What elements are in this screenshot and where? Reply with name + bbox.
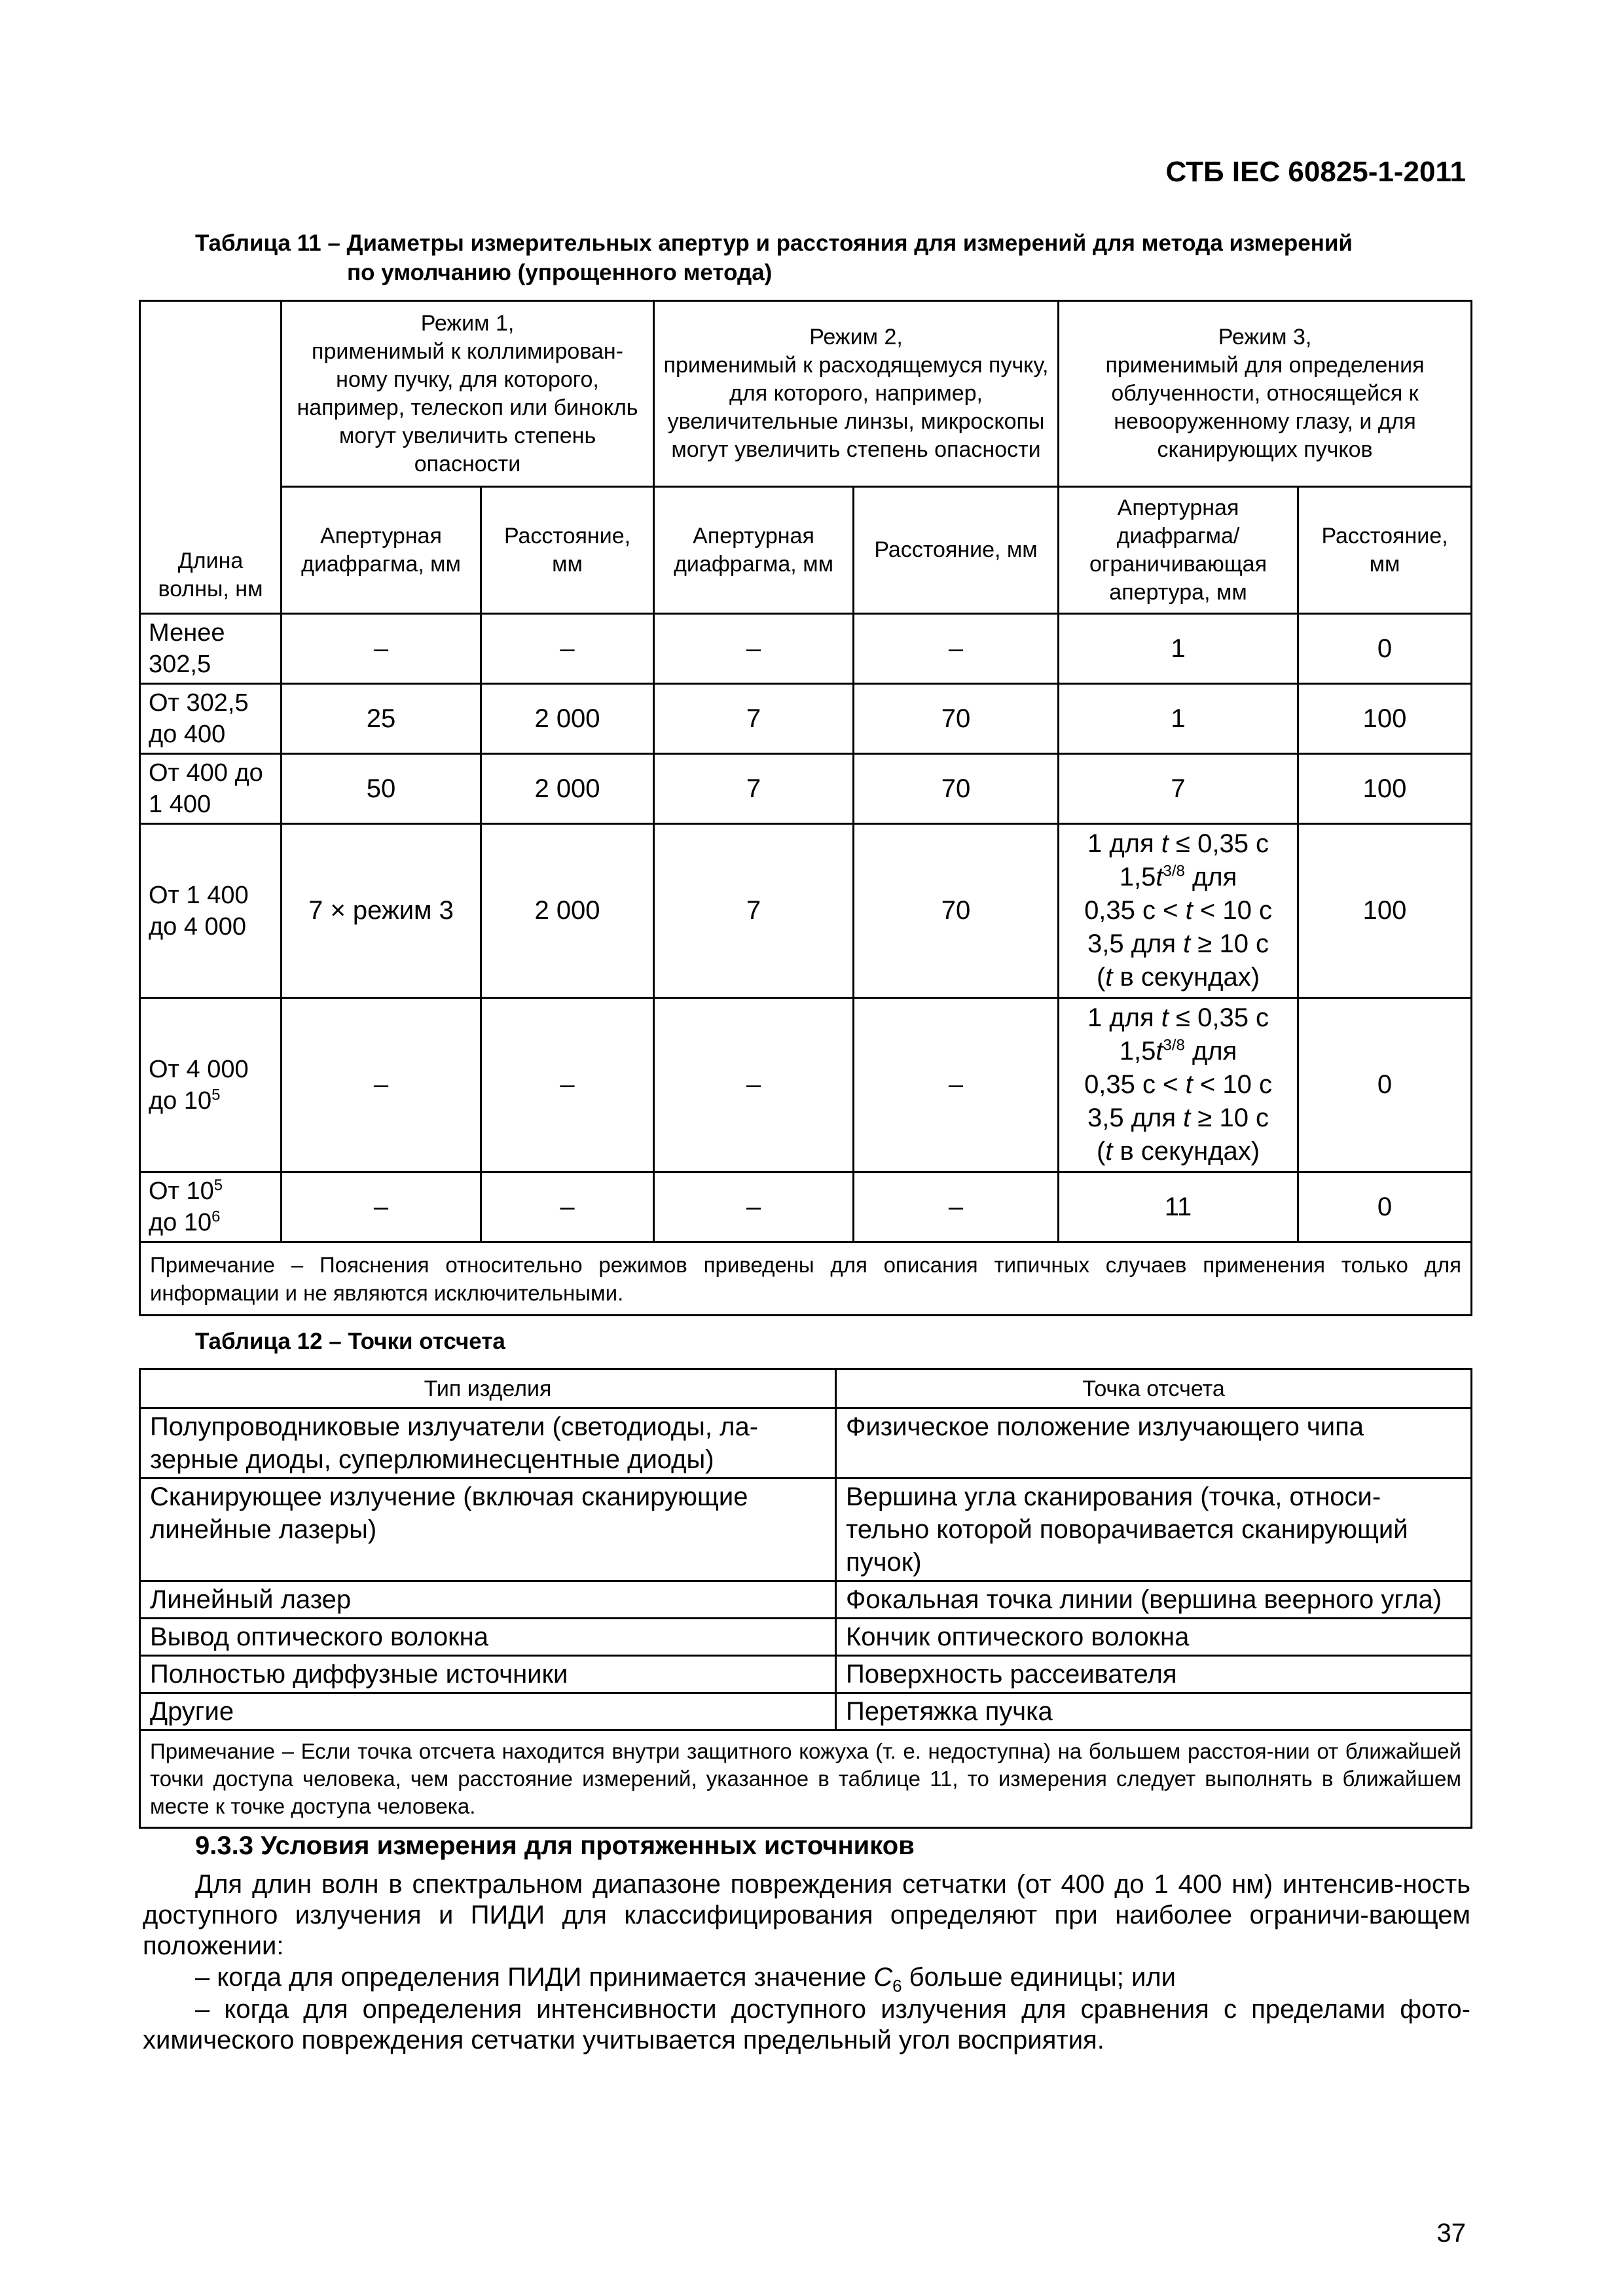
- cell: 1: [1059, 614, 1298, 684]
- table11-caption-continued: по умолчанию (упрощенного метода): [347, 260, 773, 285]
- cell: 7: [654, 754, 854, 824]
- table-row: [140, 684, 1472, 754]
- cell: –: [481, 614, 654, 684]
- table11-caption: Таблица 11 – Диаметры измерительных апертур и расстояния для измерений для метода измерений: [195, 230, 1353, 256]
- table12-note: Примечание – Если точка отсчета находится внутри защитного кожуха (т. е. недоступна) на большем расстоя-нии от ближайшей точки доступа человека, чем расстояние измерений, указанное в таблице 11, то измерения следует выполнять в ближайшем месте к точке доступа человека.: [140, 1731, 1472, 1828]
- cell: 1: [1059, 684, 1298, 754]
- mode2-title: Режим 2,: [809, 325, 903, 350]
- cell: 100: [1298, 754, 1472, 824]
- cell: 7: [654, 684, 854, 754]
- cell: 70: [854, 684, 1059, 754]
- table-row: [140, 1172, 1472, 1242]
- cell: Другие: [140, 1693, 836, 1731]
- cell: 0: [1298, 1172, 1472, 1242]
- table-row: [140, 824, 1472, 998]
- mode3-title: Режим 3,: [1218, 325, 1312, 350]
- cell: Вывод оптического волокна: [140, 1619, 836, 1656]
- bullet-item: – когда для определения интенсивности доступного излучения для сравнения с пределами фото-химического повреждения сетчатки учитывается предельный угол восприятия.: [143, 1995, 1470, 2054]
- wavelength-cell: От 400 до 1 400: [140, 754, 282, 824]
- reference-point-header: Точка отсчета: [836, 1369, 1472, 1408]
- table-row: [140, 1656, 1472, 1693]
- wavelength-cell: От 4 000 до $10^5$: [140, 998, 282, 1172]
- cell: 2 000: [481, 684, 654, 754]
- wavelength-cell: Менее 302,5: [140, 614, 282, 684]
- table-row: [140, 1581, 1472, 1619]
- cell: 100: [1298, 684, 1472, 754]
- bullet-item: – когда для определения ПИДИ принимается значение $C_6$ больше единицы; или: [195, 1963, 1176, 1996]
- wavelength-cell: От $10^5$ до $10^6$: [140, 1172, 282, 1242]
- cell: –: [282, 998, 481, 1172]
- cell: 0: [1298, 998, 1472, 1172]
- page-number: 37: [1436, 2219, 1466, 2248]
- mode3-distance-header: Расстояние, мм: [1298, 487, 1472, 614]
- cell: Кончик оптического волокна: [836, 1619, 1472, 1656]
- mode3-header: [1059, 301, 1472, 487]
- product-type-header: Тип изделия: [140, 1369, 836, 1408]
- table11: [139, 300, 1472, 1316]
- cell: –: [854, 614, 1059, 684]
- cell: Линейный лазер: [140, 1581, 836, 1619]
- cell: –: [481, 1172, 654, 1242]
- table12: [139, 1368, 1472, 1829]
- cell: –: [282, 614, 481, 684]
- wavelength-header: Длина волны, нм: [140, 301, 282, 614]
- mode2-description: применимый к расходящемуся пучку, для которого, например, увеличительные линзы, микроскопы могут увеличить степень опасности: [663, 353, 1049, 462]
- cell: –: [854, 1172, 1059, 1242]
- mode1-header: [282, 301, 654, 487]
- mode1-description: применимый к коллимирован-ному пучку, для которого, например, телескоп или бинокль могут увеличить степень опасности: [297, 338, 638, 476]
- standard-code: СТБ IEC 60825-1-2011: [1165, 156, 1466, 188]
- cell: 25: [282, 684, 481, 754]
- wavelength-cell: От 302,5 до 400: [140, 684, 282, 754]
- cell: 50: [282, 754, 481, 824]
- time-formula-cell: 1 для t ≤ 0,35 с $1,5t^{3/8}$ для 0,35 с < t < 10 с 3,5 для t ≥ 10 с (t в секундах): [1059, 824, 1298, 998]
- table-row: [140, 1408, 1472, 1479]
- cell: 7 × режим 3: [282, 824, 481, 998]
- cell: –: [654, 1172, 854, 1242]
- cell: Сканирующее излучение (включая сканирующие линейные лазеры): [140, 1479, 836, 1581]
- cell: –: [654, 998, 854, 1172]
- mode2-header: [654, 301, 1059, 487]
- table-row: [140, 614, 1472, 684]
- time-formula-cell: 1 для t ≤ 0,35 с $1,5t^{3/8}$ для 0,35 с < t < 10 с 3,5 для t ≥ 10 с (t в секундах): [1059, 998, 1298, 1172]
- cell: 100: [1298, 824, 1472, 998]
- section-paragraph: Для длин волн в спектральном диапазоне повреждения сетчатки (от 400 до 1 400 нм) интенсив-ность доступного излучения и ПИДИ для классифицирования определяют при наиболее ограничи-вающем положении:: [143, 1870, 1470, 1960]
- mode1-distance-header: Расстояние, мм: [481, 487, 654, 614]
- wavelength-cell: От 1 400 до 4 000: [140, 824, 282, 998]
- mode1-title: Режим 1,: [420, 310, 515, 336]
- cell: 70: [854, 824, 1059, 998]
- mode2-distance-header: Расстояние, мм: [854, 487, 1059, 614]
- table-row: [140, 1479, 1472, 1581]
- cell: Фокальная точка линии (вершина веерного угла): [836, 1581, 1472, 1619]
- cell: –: [282, 1172, 481, 1242]
- cell: 0: [1298, 614, 1472, 684]
- mode3-description: применимый для определения облученности, относящейся к невооруженному глазу, и для сканирующих пучков: [1105, 353, 1425, 462]
- mode1-aperture-header: Апертурная диафрагма, мм: [282, 487, 481, 614]
- cell: 70: [854, 754, 1059, 824]
- table-row: [140, 754, 1472, 824]
- section-title: 9.3.3 Условия измерения для протяженных источников: [195, 1831, 915, 1860]
- cell: Вершина угла сканирования (точка, относи-тельно которой поворачивается сканирующий пучок): [836, 1479, 1472, 1581]
- cell: Поверхность рассеивателя: [836, 1656, 1472, 1693]
- cell: 2 000: [481, 824, 654, 998]
- mode2-aperture-header: Апертурная диафрагма, мм: [654, 487, 854, 614]
- cell: 11: [1059, 1172, 1298, 1242]
- cell: –: [854, 998, 1059, 1172]
- cell: Перетяжка пучка: [836, 1693, 1472, 1731]
- cell: 2 000: [481, 754, 654, 824]
- table11-note: Примечание – Пояснения относительно режимов приведены для описания типичных случаев применения только для информации и не являются исключительными.: [140, 1242, 1472, 1316]
- table-row: [140, 1693, 1472, 1731]
- cell: 7: [654, 824, 854, 998]
- cell: –: [654, 614, 854, 684]
- table-row: [140, 998, 1472, 1172]
- cell: 7: [1059, 754, 1298, 824]
- cell: Физическое положение излучающего чипа: [836, 1408, 1472, 1479]
- cell: Полупроводниковые излучатели (светодиоды, ла-зерные диоды, суперлюминесцентные диоды): [140, 1408, 836, 1479]
- cell: –: [481, 998, 654, 1172]
- table12-caption: Таблица 12 – Точки отсчета: [195, 1329, 505, 1354]
- cell: Полностью диффузные источники: [140, 1656, 836, 1693]
- mode3-aperture-header: Апертурная диафрагма/ ограничивающая апертура, мм: [1059, 487, 1298, 614]
- table-row: [140, 1619, 1472, 1656]
